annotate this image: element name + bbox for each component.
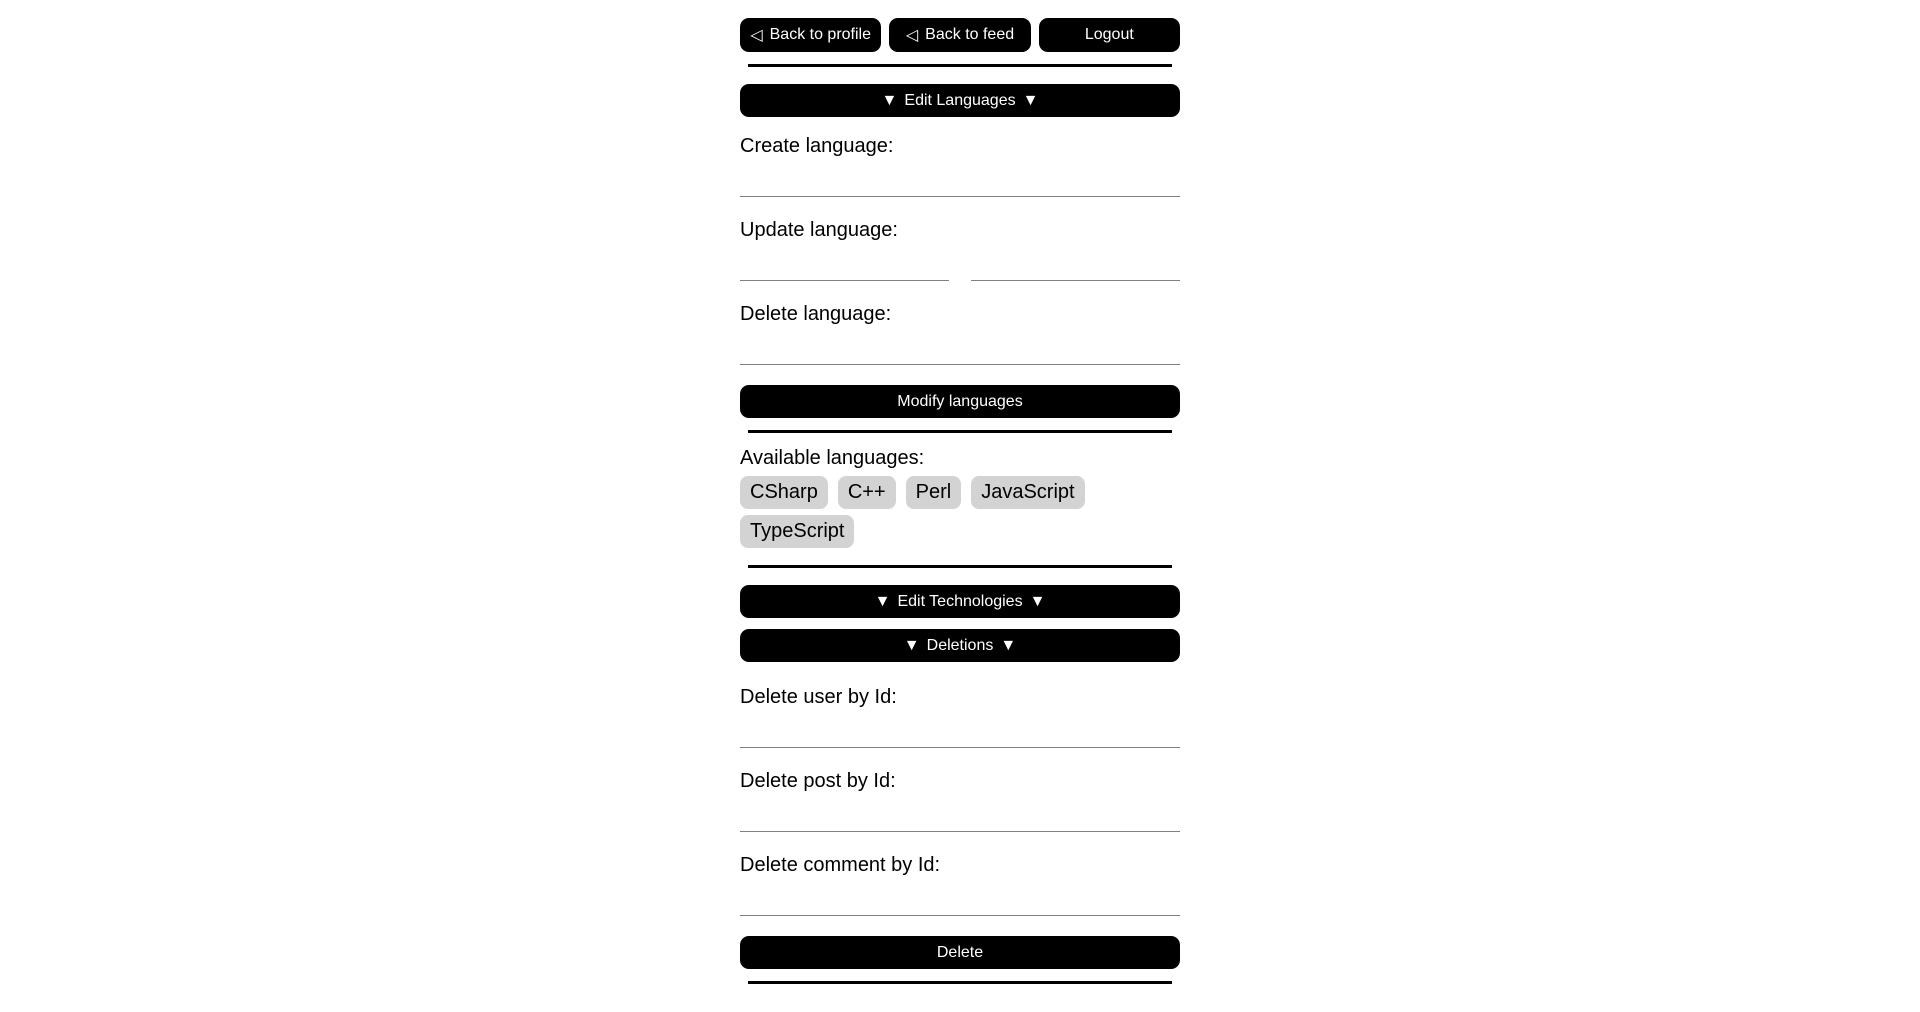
- modify-languages-button[interactable]: [740, 385, 1180, 418]
- available-languages-list: [740, 476, 1180, 548]
- language-tag: Perl: [906, 476, 962, 509]
- update-language-label: Update language:: [740, 219, 898, 241]
- create-language-input[interactable]: [740, 166, 1180, 197]
- section-divider: [748, 565, 1172, 568]
- edit-technologies-toggle[interactable]: [740, 585, 1180, 618]
- edit-technologies-toggle-label: Edit Technologies: [897, 592, 1023, 610]
- delete-user-input[interactable]: [740, 717, 1180, 748]
- caret-down-icon: ▼: [1029, 592, 1046, 610]
- edit-languages-toggle-label: Edit Languages: [904, 91, 1016, 109]
- create-language-label: Create language:: [740, 135, 894, 157]
- edit-languages-toggle[interactable]: [740, 84, 1180, 117]
- delete-comment-label: Delete comment by Id:: [740, 854, 941, 876]
- back-icon: ◁: [905, 27, 919, 44]
- admin-panel: [740, 0, 1180, 998]
- update-language-old-input[interactable]: [740, 250, 949, 281]
- delete-comment-input[interactable]: [740, 885, 1180, 916]
- back-icon: ◁: [750, 27, 763, 44]
- delete-button-label: Delete: [936, 943, 984, 961]
- back-to-profile-label: Back to profile: [769, 26, 872, 43]
- delete-user-label: Delete user by Id:: [740, 686, 897, 708]
- back-to-feed-label: Back to feed: [925, 26, 1015, 43]
- update-language-new-input[interactable]: [971, 250, 1180, 281]
- caret-down-icon: ▼: [903, 636, 920, 654]
- top-nav: [740, 18, 1180, 52]
- logout-button[interactable]: [1039, 18, 1180, 52]
- language-tag: JavaScript: [971, 476, 1084, 509]
- modify-languages-label: Modify languages: [897, 392, 1023, 410]
- logout-label: Logout: [1084, 26, 1134, 43]
- section-divider: [748, 981, 1172, 984]
- delete-language-label: Delete language:: [740, 303, 892, 325]
- language-tag: CSharp: [740, 476, 828, 509]
- section-divider: [748, 64, 1172, 67]
- delete-post-input[interactable]: [740, 801, 1180, 832]
- language-tag: C++: [838, 476, 896, 509]
- back-to-profile-button[interactable]: [740, 18, 881, 52]
- caret-down-icon: ▼: [1000, 636, 1017, 654]
- deletions-toggle-label: Deletions: [926, 636, 994, 654]
- available-languages-label: Available languages:: [740, 447, 925, 469]
- deletions-toggle[interactable]: [740, 629, 1180, 662]
- language-tag: TypeScript: [740, 515, 854, 548]
- update-language-inputs: [740, 250, 1180, 281]
- caret-down-icon: ▼: [881, 91, 898, 109]
- delete-post-label: Delete post by Id:: [740, 770, 896, 792]
- back-to-feed-button[interactable]: [889, 18, 1030, 52]
- caret-down-icon: ▼: [1022, 91, 1039, 109]
- caret-down-icon: ▼: [874, 592, 891, 610]
- section-divider: [748, 430, 1172, 433]
- delete-button[interactable]: [740, 936, 1180, 969]
- delete-language-input[interactable]: [740, 334, 1180, 365]
